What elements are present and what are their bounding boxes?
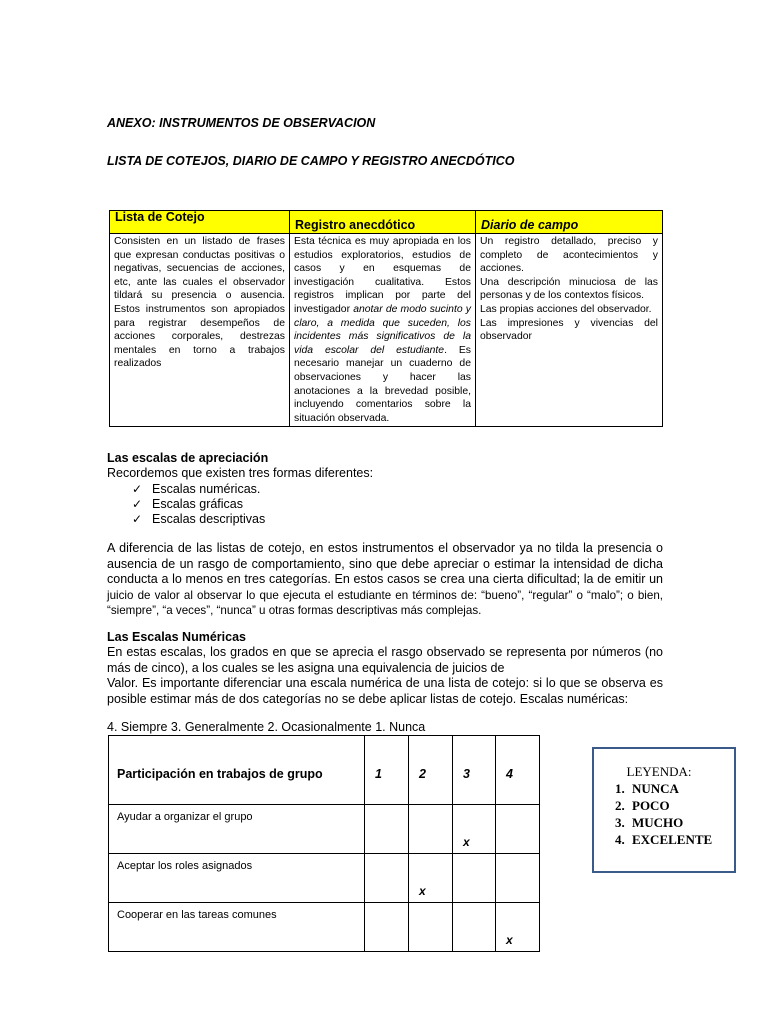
legend-list bbox=[594, 780, 734, 848]
legend-item: 3. MUCHO bbox=[628, 814, 734, 831]
legend-item: 2. POCO bbox=[628, 797, 734, 814]
list-item: ✓ Escalas gráficas bbox=[132, 497, 244, 511]
list-item: ✓ Escalas descriptivas bbox=[132, 512, 266, 526]
list-item: ✓ Escalas numéricas. bbox=[132, 482, 261, 496]
scale-line: 4. Siempre 3. Generalmente 2. Ocasionalmente 1. Nunca bbox=[107, 720, 426, 734]
score-cell bbox=[409, 903, 453, 952]
document-subtitle: LISTA DE COTEJOS, DIARIO DE CAMPO Y REGISTRO ANECDÓTICO bbox=[107, 154, 515, 168]
row-label: Ayudar a organizar el grupo bbox=[109, 805, 365, 854]
column-header: 3 bbox=[453, 736, 496, 805]
legend-item: 1. NUNCA bbox=[628, 780, 734, 797]
diario-item: Las impresiones y vivencias del observador bbox=[480, 317, 658, 343]
score-cell: x bbox=[409, 854, 453, 903]
apreciacion-title: Las escalas de apreciación bbox=[107, 451, 269, 465]
score-cell bbox=[496, 854, 540, 903]
evaluation-grid bbox=[108, 735, 540, 952]
table-row bbox=[109, 854, 540, 903]
score-cell: x bbox=[453, 805, 496, 854]
apreciacion-paragraph: A diferencia de las listas de cotejo, en estos instrumentos el observador ya no tilda la presencia o ausencia de un rasgo de comportamiento, sino que debe apreciar o estimar la intensidad de dicha conducta a lo menos en tres categorías. En estos casos se crea una cierta dificultad; la de emitir un juicio de valor al observar lo que ejecuta el estudiante en términos de: “bueno”, “regular” o “malo”; o bien, “siempre”, “a veces”, “nunca” u otras formas descriptivas más complejas. bbox=[107, 541, 663, 617]
score-cell bbox=[365, 854, 409, 903]
diario-item: Un registro detallado, preciso y completo de acontecimientos y acciones. bbox=[480, 236, 658, 275]
row-label: Cooperar en las tareas comunes bbox=[109, 903, 365, 952]
diario-item: Las propias acciones del observador. bbox=[480, 303, 652, 315]
annex-heading: ANEXO: INSTRUMENTOS DE OBSERVACION bbox=[107, 116, 376, 130]
check-icon: ✓ bbox=[132, 512, 143, 526]
row-label: Aceptar los roles asignados bbox=[109, 854, 365, 903]
score-cell: x bbox=[496, 903, 540, 952]
score-cell bbox=[453, 903, 496, 952]
grid-header-row bbox=[109, 736, 540, 805]
header-diario-de-campo: Diario de campo bbox=[476, 211, 663, 234]
instruments-body-row bbox=[110, 234, 663, 427]
column-header: 1 bbox=[365, 736, 409, 805]
check-icon: ✓ bbox=[132, 482, 143, 496]
legend-item: 4. EXCELENTE bbox=[628, 831, 734, 848]
score-cell bbox=[365, 805, 409, 854]
instruments-header-row bbox=[110, 211, 663, 234]
numericas-title: Las Escalas Numéricas bbox=[107, 630, 246, 644]
registro-anecdotico-cell: Esta técnica es muy apropiada en los estudios exploratorios, estudios de casos y en esquemas de investigación cualitativa. Estos registros implican por parte del investigador anotar de modo sucinto y claro, a medida que suceden, los incidentes más significativos de la vida escolar del estudiante. Es necesario manejar un cuaderno de observaciones y hacer las anotaciones a la brevedad posible, incluyendo comentarios sobre la situación observada. bbox=[290, 234, 476, 427]
diario-de-campo-cell bbox=[476, 234, 663, 427]
header-registro-anecdotico: Registro anecdótico bbox=[290, 211, 476, 234]
table-row bbox=[109, 903, 540, 952]
diario-item: Una descripción minuciosa de las personas y de los contextos físicos. bbox=[480, 276, 658, 302]
legend-box bbox=[592, 747, 736, 873]
score-cell bbox=[496, 805, 540, 854]
apreciacion-intro: Recordemos que existen tres formas diferentes: bbox=[107, 466, 374, 480]
apreciacion-list bbox=[130, 482, 265, 527]
legend-title: LEYENDA: bbox=[626, 764, 692, 779]
score-cell bbox=[365, 903, 409, 952]
score-cell bbox=[409, 805, 453, 854]
table-row bbox=[109, 805, 540, 854]
check-icon: ✓ bbox=[132, 497, 143, 511]
grid-title: Participación en trabajos de grupo bbox=[109, 736, 365, 805]
column-header: 4 bbox=[496, 736, 540, 805]
numericas-paragraph: En estas escalas, los grados en que se aprecia el rasgo observado se representa por números (no más de cinco), a los cuales se les asigna una equivalencia de juicios de Valor. Es importante diferenciar una escala numérica de una lista de cotejo: si lo que se observa es posible estimar más de dos categorías no se debe aplicar listas de cotejo. Escalas numéricas: bbox=[107, 645, 663, 706]
column-header: 2 bbox=[409, 736, 453, 805]
instruments-table bbox=[109, 210, 663, 427]
score-cell bbox=[453, 854, 496, 903]
header-lista-de-cotejo: Lista de Cotejo bbox=[110, 211, 290, 234]
lista-de-cotejo-cell: Consisten en un listado de frases que expresan conductas positivas o negativas, secuencias de acciones, etc, ante las cuales el observador tildará su presencia o ausencia. Estos instrumentos son apropiados para registrar desempeños de acciones corporales, destrezas mentales en torno a trabajos realizados bbox=[110, 234, 290, 427]
